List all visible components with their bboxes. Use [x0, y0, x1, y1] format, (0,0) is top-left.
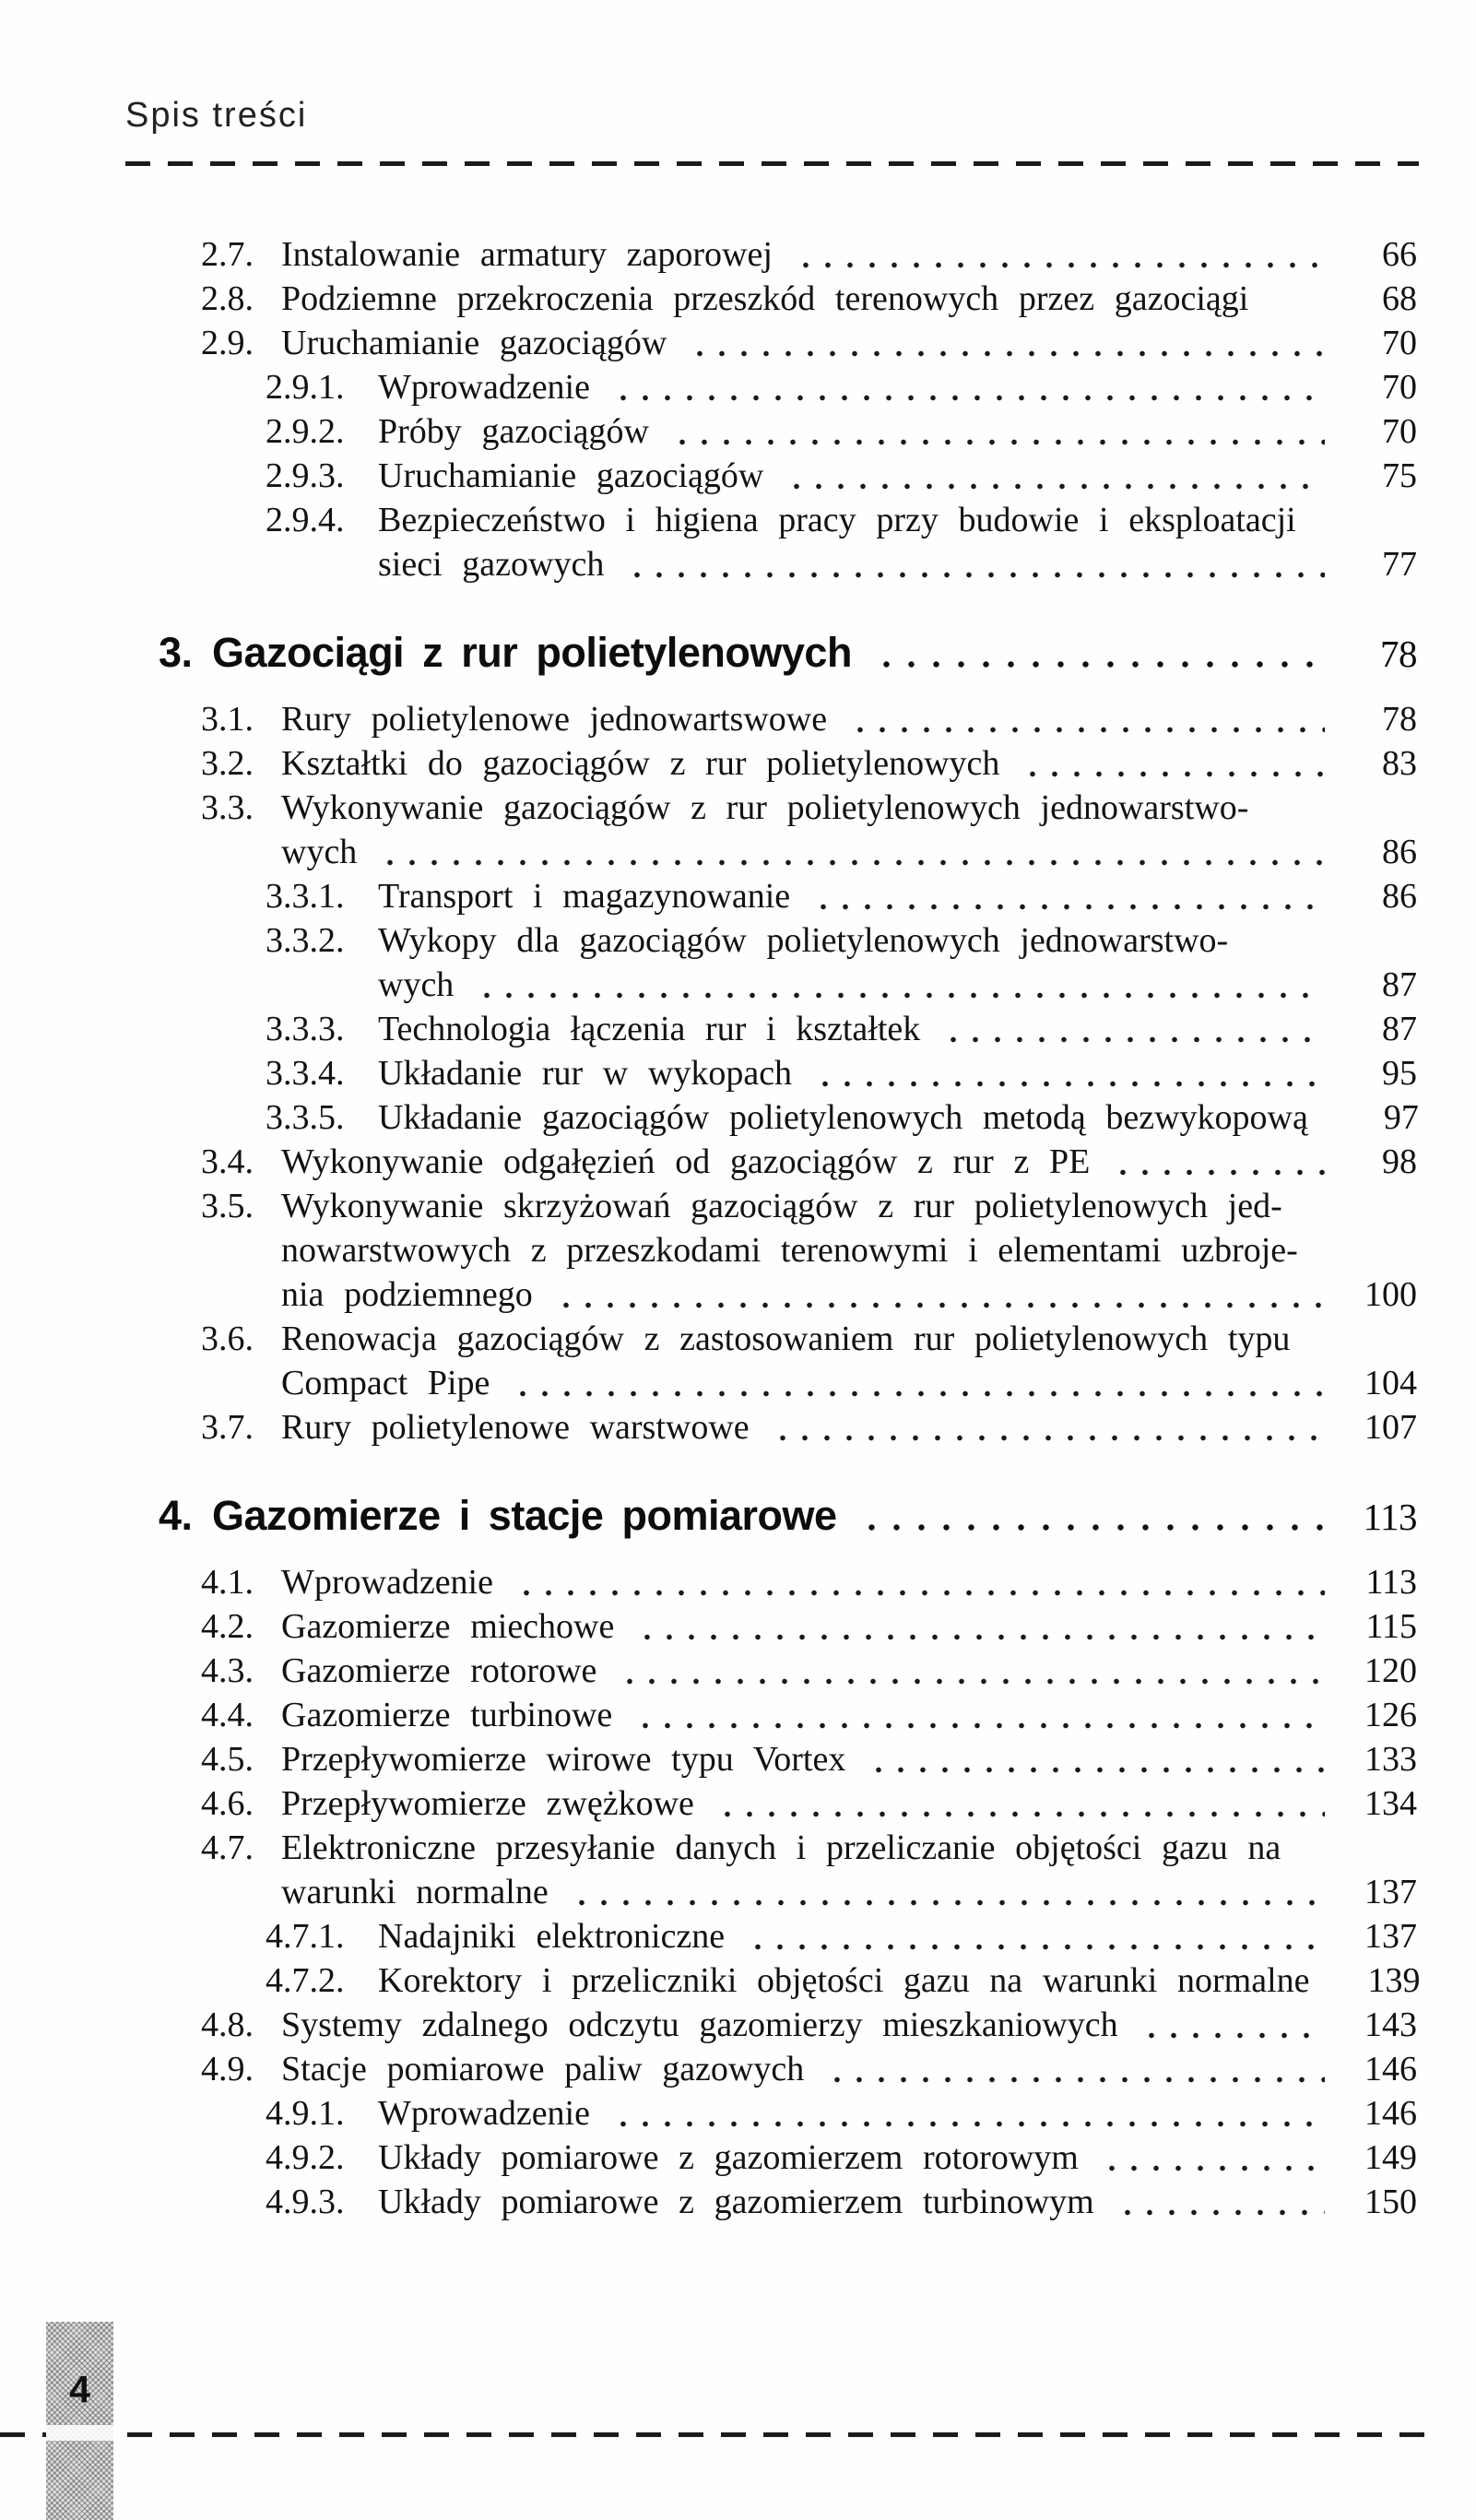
entry-number: 2.7. [201, 235, 254, 274]
entry-page-number: 98 [1382, 1142, 1417, 1181]
bottom-divider-dashed-line [0, 2432, 1436, 2437]
entry-page-number: 104 [1364, 1364, 1417, 1402]
entry-number: 3.3.4. [266, 1054, 345, 1093]
dot-leader [632, 1633, 1325, 1641]
entry-number: 3.3. [201, 788, 254, 827]
toc-entry-row [0, 1405, 1476, 1449]
entry-page-number: 113 [1365, 1563, 1417, 1602]
toc-entry-row [0, 365, 1476, 409]
toc-entry-row [0, 1095, 1476, 1140]
entry-number: 3.6. [201, 1319, 254, 1358]
entry-number: 3.3.3. [266, 1010, 345, 1048]
entry-number: 2.9.3. [266, 456, 345, 495]
dot-leader [622, 571, 1325, 579]
entry-number: 4.6. [201, 1784, 254, 1823]
dot-leader [667, 438, 1325, 446]
entry-title: Rury polietylenowe warstwowe [281, 1408, 750, 1447]
toc-entry-row [0, 2047, 1476, 2091]
entry-title: Układy pomiarowe z gazomierzem turbinowym [378, 2183, 1094, 2221]
toc-entry-row [0, 409, 1476, 454]
top-divider-dashed-line [125, 161, 1419, 166]
entry-title: Nadajniki elektroniczne [378, 1917, 726, 1956]
toc-entry-row [0, 1737, 1476, 1781]
entry-page-number: 120 [1364, 1651, 1417, 1690]
entry-title: Układanie rur w wykopach [378, 1054, 793, 1093]
footer-page-number: 4 [69, 2368, 90, 2410]
dot-leader [1137, 2031, 1325, 2040]
dot-leader [631, 1721, 1325, 1730]
dot-leader [1267, 305, 1325, 314]
entry-number: 3.2. [201, 744, 254, 783]
toc-entry-row [0, 1649, 1476, 1693]
entry-number: 4.9. [201, 2050, 254, 2088]
entry-page-number: 126 [1364, 1696, 1417, 1734]
entry-title: Technologia łączenia rur i kształtek [378, 1010, 921, 1048]
dot-leader [809, 903, 1325, 911]
entry-page-number: 68 [1382, 279, 1417, 318]
entry-number: 4.9.2. [266, 2138, 345, 2177]
entry-number: 4.9.1. [266, 2094, 345, 2133]
dot-leader [782, 482, 1325, 491]
entry-number: 2.9.2. [266, 412, 345, 451]
dot-leader [615, 1677, 1325, 1686]
dot-leader [864, 1766, 1325, 1774]
entry-page-number: 137 [1364, 1917, 1417, 1956]
entry-title: Gazociągi z rur polietylenowych [212, 629, 852, 676]
dot-leader [1113, 2208, 1325, 2217]
toc-entry-row [0, 741, 1476, 786]
dot-leader [375, 858, 1325, 867]
toc-entry-row [0, 1693, 1476, 1737]
toc-entry-row [0, 1826, 1476, 1870]
dot-leader [810, 1080, 1325, 1088]
entry-page-number: 70 [1382, 412, 1417, 451]
entry-number: 4.4. [201, 1696, 254, 1734]
dot-leader [608, 394, 1325, 402]
toc-entry-row [0, 1958, 1476, 2003]
dot-leader [939, 1035, 1325, 1044]
entry-page-number: 146 [1364, 2094, 1417, 2133]
entry-number: 4.8. [201, 2005, 254, 2044]
entry-page-number: 149 [1364, 2138, 1417, 2177]
entry-title: Gazomierze i stacje pomiarowe [212, 1492, 837, 1539]
entry-title: Układanie gazociągów polietylenowych metodą bezwykopową [378, 1098, 1308, 1137]
toc-chapter-row [0, 1492, 1476, 1540]
entry-page-number: 83 [1382, 744, 1417, 783]
entry-page-number: 66 [1382, 235, 1417, 274]
entry-page-number: 97 [1383, 1098, 1419, 1137]
dot-leader [845, 726, 1325, 734]
dot-leader [856, 1523, 1325, 1532]
entry-page-number: 86 [1382, 877, 1417, 916]
dot-leader [508, 1390, 1325, 1398]
entry-number: 4.7.2. [266, 1961, 345, 2000]
toc-entry-row [0, 1604, 1476, 1649]
toc-entry-row [0, 874, 1476, 918]
entry-page-number: 107 [1364, 1408, 1417, 1447]
entry-number: 3.3.2. [266, 921, 345, 960]
entry-title: Uruchamianie gazociągów [378, 456, 764, 495]
toc-entry-row [0, 1051, 1476, 1095]
entry-page-number: 115 [1365, 1607, 1417, 1646]
dot-leader [791, 261, 1325, 269]
entry-title: wych [281, 833, 358, 871]
entry-page-number: 77 [1382, 545, 1417, 584]
dot-leader [822, 2076, 1325, 2084]
toc-entry-row [0, 1140, 1476, 1184]
entry-page-number: 87 [1382, 1010, 1417, 1048]
entry-title: Wprowadzenie [281, 1563, 493, 1602]
entry-page-number: 100 [1364, 1275, 1417, 1314]
toc-entry-row [0, 1870, 1476, 1914]
entry-number: 3.3.5. [266, 1098, 345, 1137]
entry-number: 4.9.3. [266, 2183, 345, 2221]
entry-number: 2.9.1. [266, 368, 345, 407]
dot-leader [551, 1301, 1325, 1309]
entry-title: Systemy zdalnego odczytu gazomierzy mieszkaniowych [281, 2005, 1118, 2044]
entry-page-number: 143 [1364, 2005, 1417, 2044]
entry-page-number: 75 [1382, 456, 1417, 495]
dot-leader [512, 1589, 1325, 1597]
entry-title: Próby gazociągów [378, 412, 649, 451]
entry-page-number: 86 [1382, 833, 1417, 871]
toc-entry-row [0, 2180, 1476, 2224]
dot-leader [1018, 770, 1325, 778]
toc-entry-row [0, 1560, 1476, 1604]
entry-number: 4.5. [201, 1740, 254, 1779]
toc-entry-row [0, 786, 1476, 830]
dot-leader [1108, 1168, 1325, 1177]
dot-leader [567, 1899, 1325, 1907]
toc-entry-row [0, 277, 1476, 321]
entry-title: Uruchamianie gazociągów [281, 324, 667, 362]
entry-number: 3.1. [201, 700, 254, 739]
toc-entry-row [0, 830, 1476, 874]
toc-entry-row [0, 963, 1476, 1007]
toc-entry-row [0, 321, 1476, 365]
footer-page-band [46, 2322, 113, 2520]
entry-page-number: 70 [1382, 368, 1417, 407]
toc-entry-row [0, 2003, 1476, 2047]
entry-number: 3.3.1. [266, 877, 345, 916]
toc-chapter-row [0, 629, 1476, 677]
entry-title: warunki normalne [281, 1873, 549, 1911]
page-title: Spis treści [125, 96, 308, 135]
entry-number: 4.2. [201, 1607, 254, 1646]
entry-page-number: 87 [1382, 965, 1417, 1004]
entry-title: Korektory i przeliczniki objętości gazu na warunki normalne [378, 1961, 1310, 2000]
dot-leader [608, 2120, 1325, 2128]
entry-title: Wykopy dla gazociągów polietylenowych jednowarstwo- [378, 921, 1229, 960]
entry-title: Gazomierze rotorowe [281, 1651, 597, 1690]
entry-number: 3.7. [201, 1408, 254, 1447]
entry-title: Compact Pipe [281, 1364, 490, 1402]
entry-page-number: 113 [1363, 1496, 1417, 1538]
toc-list [0, 232, 1476, 2224]
entry-title: Transport i magazynowanie [378, 877, 791, 916]
dot-leader [768, 1434, 1325, 1442]
entry-number: 4.1. [201, 1563, 254, 1602]
dot-leader [1097, 2164, 1325, 2172]
dot-leader [472, 991, 1325, 1000]
entry-title: wych [378, 965, 455, 1004]
entry-title: Renowacja gazociągów z zastosowaniem rur polietylenowych typu [281, 1319, 1291, 1358]
toc-entry-row [0, 498, 1476, 542]
entry-title: Gazomierze miechowe [281, 1607, 615, 1646]
dot-leader [713, 1810, 1325, 1818]
entry-page-number: 95 [1382, 1054, 1417, 1093]
toc-entry-row [0, 1914, 1476, 1958]
entry-title: Wykonywanie odgałęzień od gazociągów z rur z PE [281, 1142, 1091, 1181]
toc-entry-row [0, 2091, 1476, 2135]
toc-entry-row [0, 1272, 1476, 1317]
entry-page-number: 146 [1364, 2050, 1417, 2088]
toc-entry-row [0, 1317, 1476, 1361]
entry-title: Kształtki do gazociągów z rur polietylenowych [281, 744, 1000, 783]
entry-number: 3.4. [201, 1142, 254, 1181]
entry-page-number: 137 [1364, 1873, 1417, 1911]
toc-entry-row [0, 2135, 1476, 2180]
entry-title: Podziemne przekroczenia przeszkód terenowych przez gazociągi [281, 279, 1249, 318]
entry-title: Rury polietylenowe jednowartswowe [281, 700, 828, 739]
entry-page-number: 78 [1380, 633, 1417, 675]
dot-leader [870, 660, 1325, 668]
toc-entry-row [0, 918, 1476, 963]
entry-title: Wykonywanie skrzyżowań gazociągów z rur polietylenowych jed- [281, 1187, 1282, 1225]
entry-title: Wprowadzenie [378, 368, 590, 407]
entry-number: 4.7.1. [266, 1917, 345, 1956]
toc-entry-row [0, 542, 1476, 586]
entry-title: Instalowanie armatury zaporowej [281, 235, 773, 274]
entry-number: 3. [159, 629, 193, 676]
entry-title: Wykonywanie gazociągów z rur polietylenowych jednowarstwo- [281, 788, 1249, 827]
entry-number: 4. [159, 1492, 193, 1539]
entry-number: 3.5. [201, 1187, 254, 1225]
entry-page-number: 70 [1382, 324, 1417, 362]
entry-title: sieci gazowych [378, 545, 605, 584]
toc-entry-row [0, 454, 1476, 498]
entry-page-number: 78 [1382, 700, 1417, 739]
entry-number: 2.9.4. [266, 501, 345, 539]
entry-title: Układy pomiarowe z gazomierzem rotorowym [378, 2138, 1079, 2177]
entry-title: Przepływomierze zwężkowe [281, 1784, 694, 1823]
toc-entry-row [0, 1007, 1476, 1051]
entry-title: nowarstwowych z przeszkodami terenowymi i elementami uzbroje- [281, 1231, 1298, 1270]
entry-page-number: 133 [1364, 1740, 1417, 1779]
toc-entry-row [0, 1184, 1476, 1228]
toc-entry-row [0, 1781, 1476, 1826]
entry-number: 2.8. [201, 279, 254, 318]
toc-entry-row [0, 1361, 1476, 1405]
entry-title: Bezpieczeństwo i higiena pracy przy budowie i eksploatacji [378, 501, 1296, 539]
dot-leader [685, 349, 1325, 358]
toc-entry-row [0, 1228, 1476, 1272]
entry-page-number: 139 [1367, 1961, 1421, 2000]
entry-title: nia podziemnego [281, 1275, 533, 1314]
entry-page-number: 150 [1364, 2183, 1417, 2221]
entry-title: Wprowadzenie [378, 2094, 590, 2133]
toc-entry-row [0, 232, 1476, 277]
entry-number: 4.7. [201, 1828, 254, 1867]
entry-number: 2.9. [201, 324, 254, 362]
entry-page-number: 134 [1364, 1784, 1417, 1823]
entry-title: Przepływomierze wirowe typu Vortex [281, 1740, 846, 1779]
entry-title: Gazomierze turbinowe [281, 1696, 613, 1734]
entry-title: Elektroniczne przesyłanie danych i przeliczanie objętości gazu na [281, 1828, 1281, 1867]
entry-number: 4.3. [201, 1651, 254, 1690]
entry-title: Stacje pomiarowe paliw gazowych [281, 2050, 805, 2088]
dot-leader [743, 1943, 1325, 1951]
toc-entry-row [0, 697, 1476, 741]
